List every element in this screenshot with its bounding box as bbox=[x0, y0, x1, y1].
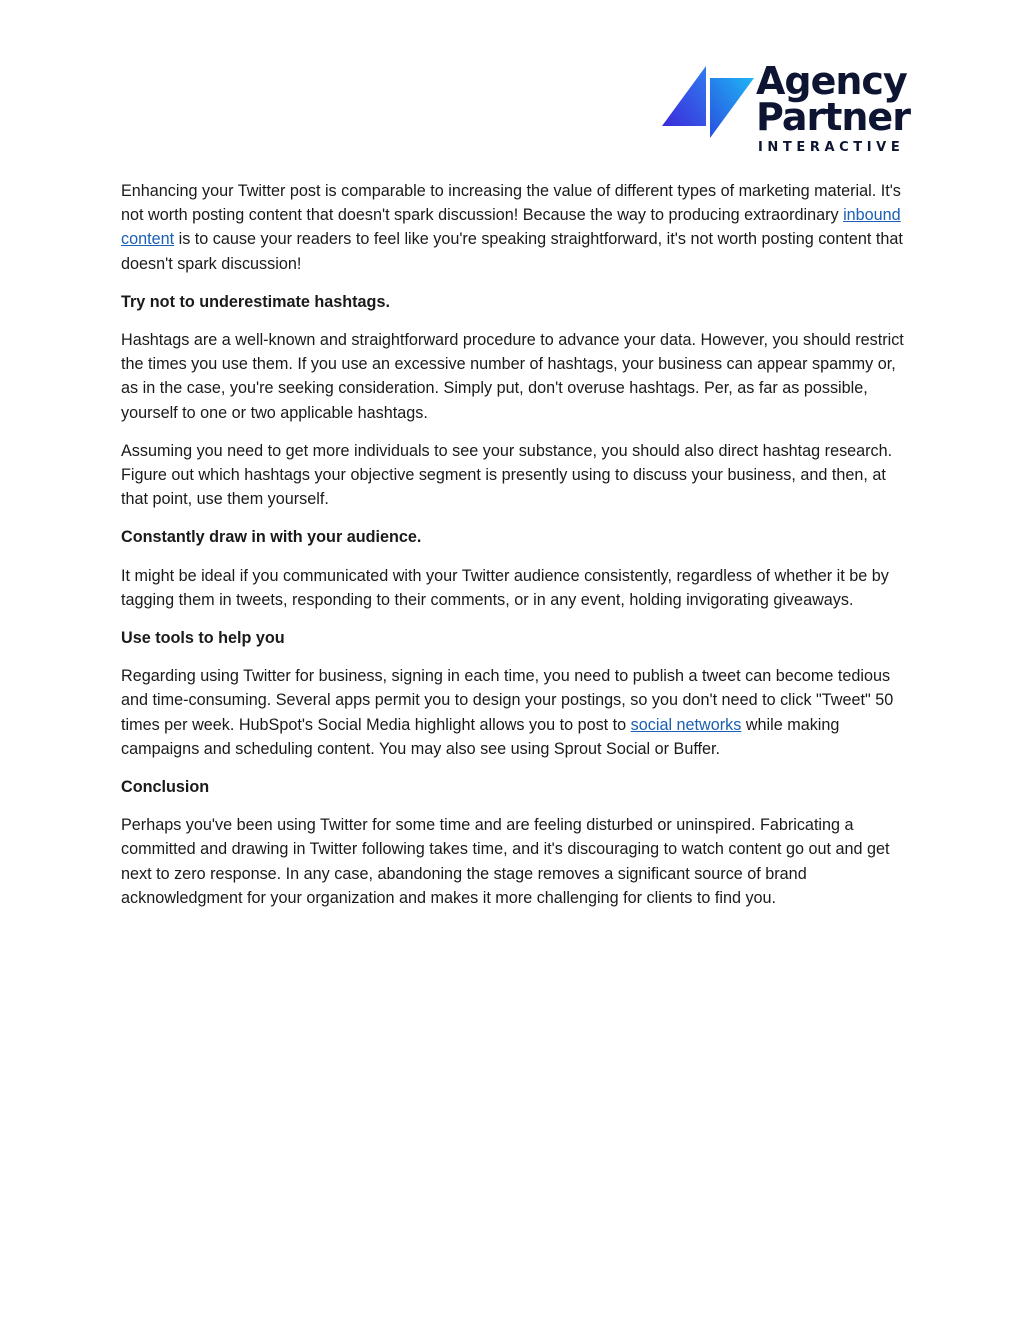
inbound-content-link[interactable]: inbound content bbox=[121, 206, 901, 249]
tools-text-2: while making campaigns and scheduling content. You may also see using Sprout Social or Buffer. bbox=[121, 715, 840, 758]
intro-paragraph bbox=[121, 179, 911, 276]
audience-paragraph: It might be ideal if you communicated with your Twitter audience consistently, regardless of whether it be by tagging them in tweets, responding to their comments, or in any event, holding invigorating giveaways. bbox=[121, 566, 889, 609]
heading-tools: Use tools to help you bbox=[121, 629, 285, 648]
logo-text-partner: Partner bbox=[756, 95, 910, 139]
intro-text-2: is to cause your readers to feel like you're speaking straightforward, it's not worth posting content that doesn't spark discussion! bbox=[121, 230, 903, 273]
tools-text-1: Regarding using Twitter for business, signing in each time, you need to publish a tweet can become tedious and time-consuming. Several apps permit you to design your postings, so you don't need to click "Tweet" 50 times per week. HubSpot's Social Media highlight allows you to post to bbox=[121, 667, 894, 734]
heading-conclusion: Conclusion bbox=[121, 778, 210, 797]
hashtags-paragraph-2: Assuming you need to get more individuals to see your substance, you should also direct hashtag research. Figure out which hashtags your objective segment is presently using to discuss your business, and then, at that point, use them yourself. bbox=[121, 441, 893, 509]
agency-partner-logo bbox=[660, 59, 910, 158]
logo-text-interactive: INTERACTIVE bbox=[758, 140, 905, 155]
social-networks-link[interactable]: social networks bbox=[630, 715, 742, 734]
conclusion-paragraph: Perhaps you've been using Twitter for some time and are feeling disturbed or uninspired. Fabricating a committed and drawing in Twitter following takes time, and it's discouraging to watch content go out and get next to zero response. In any case, abandoning the stage removes a significant source of brand acknowledgment for your organization and makes it more challenging for clients to find you. bbox=[121, 816, 890, 907]
heading-audience: Constantly draw in with your audience. bbox=[121, 528, 422, 547]
heading-hashtags: Try not to underestimate hashtags. bbox=[121, 292, 390, 311]
hashtags-paragraph-1: Hashtags are a well-known and straightforward procedure to advance your data. However, you should restrict the times you use them. If you use an excessive number of hashtags, your business can appear spammy or, as in the case, you're seeking consideration. Simply put, don't overuse hashtags. Per, as far as possible, yourself to one or two applicable hashtags. bbox=[121, 331, 904, 422]
article-body bbox=[121, 179, 911, 924]
tools-paragraph bbox=[121, 664, 911, 761]
logo-text-agency: Agency bbox=[756, 59, 907, 103]
logo-triangles-icon bbox=[660, 64, 756, 140]
intro-text-1: Enhancing your Twitter post is comparable to increasing the value of different types of marketing material. It's not worth posting content that doesn't spark discussion! Because the way to producing extraordinary bbox=[121, 182, 901, 225]
